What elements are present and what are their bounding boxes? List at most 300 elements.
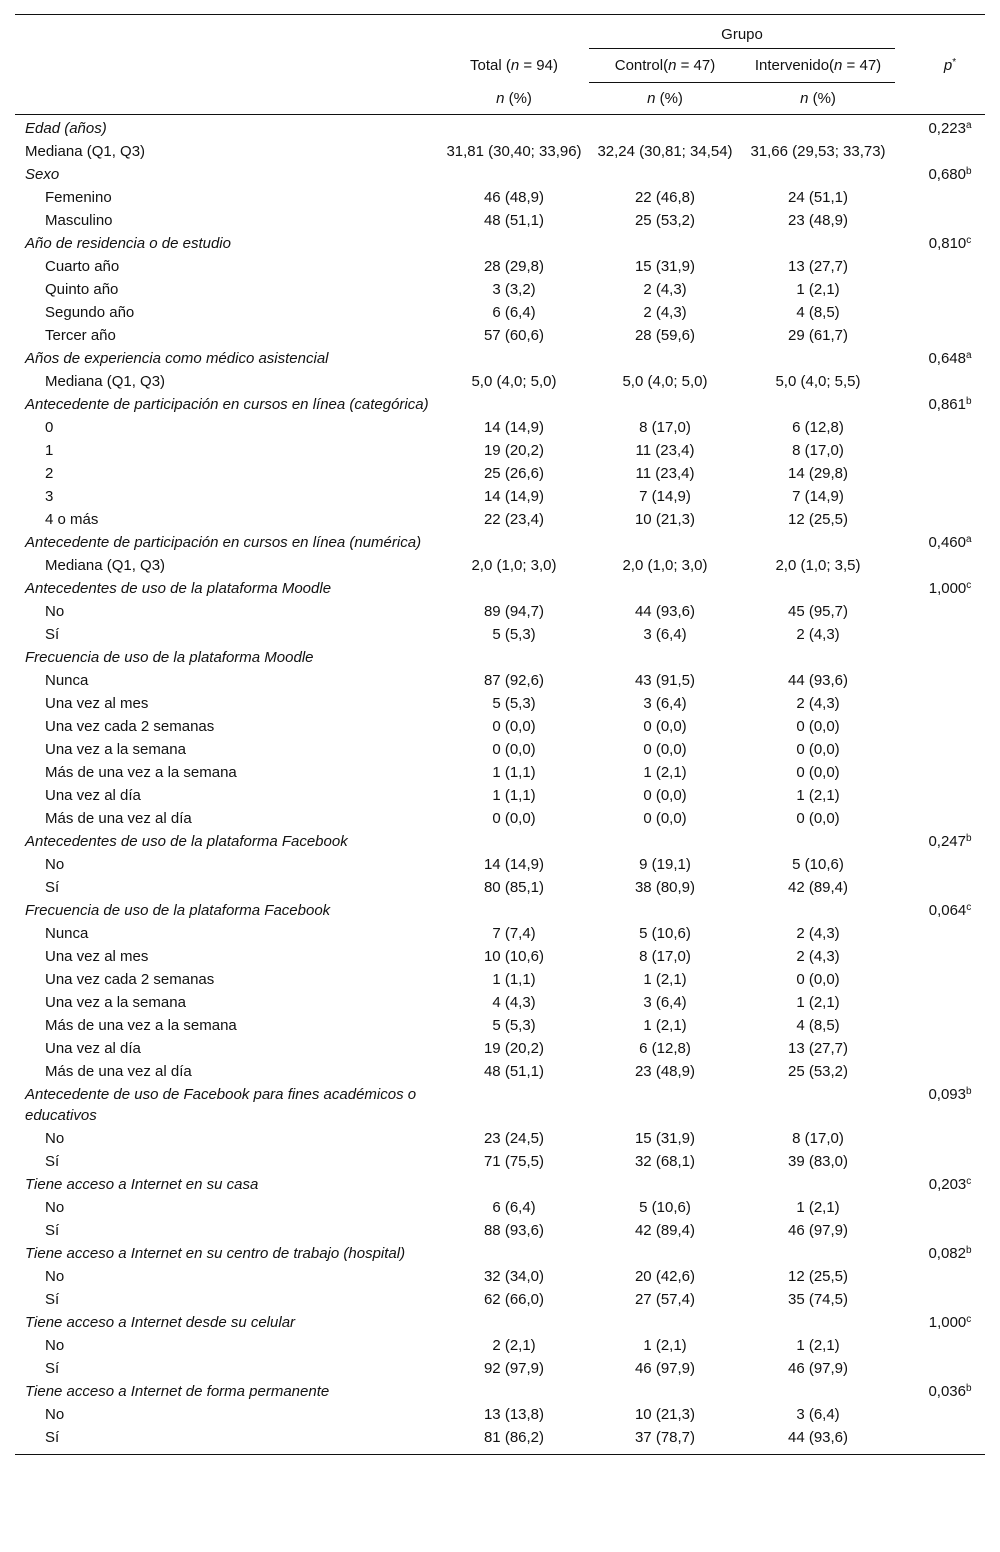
control-cell (589, 1242, 741, 1265)
p-value-cell (895, 1426, 985, 1455)
total-cell: 92 (97,9) (483, 1360, 545, 1377)
row-label: Femenino (45, 189, 112, 206)
total-cell: 1 (1,1) (492, 787, 536, 804)
p-value-cell (895, 1014, 985, 1037)
intervenido-cell: 1 (2,1) (796, 1199, 840, 1216)
total-cell: 19 (20,2) (483, 1040, 545, 1057)
row-label: Quinto año (45, 281, 119, 298)
p-value-cell (895, 301, 985, 324)
p-value-cell (895, 1380, 985, 1403)
intervenido-cell: 0 (0,0) (796, 764, 840, 781)
intervenido-cell (741, 1380, 895, 1403)
intervenido-cell: 2 (4,3) (796, 948, 840, 965)
control-cell: 6 (12,8) (639, 1040, 691, 1057)
p-value-cell (895, 600, 985, 623)
p-value-cell (895, 462, 985, 485)
control-cell: 3 (6,4) (643, 695, 687, 712)
intervenido-cell (741, 899, 895, 922)
table-row (15, 186, 985, 209)
intervenido-cell: 25 (53,2) (787, 1063, 849, 1080)
p-value: 0,460 (928, 534, 966, 551)
total-cell: 57 (60,6) (483, 327, 545, 344)
variable-header-row (15, 577, 985, 600)
table-row (15, 1014, 985, 1037)
total-cell: 14 (14,9) (483, 856, 545, 873)
table-row (15, 301, 985, 324)
p-value-footnote: c (966, 1176, 972, 1187)
control-cell (589, 1311, 741, 1334)
total-cell (439, 646, 589, 669)
p-value: 0,064 (928, 902, 967, 919)
total-cell (439, 531, 589, 554)
control-cell: 0 (0,0) (643, 810, 687, 827)
row-label: Sí (45, 626, 60, 643)
row-label: Tiene acceso a Internet desde su celular (25, 1314, 296, 1331)
control-cell (589, 347, 741, 370)
p-value-cell (895, 876, 985, 899)
p-value-cell (895, 186, 985, 209)
total-cell: 3 (3,2) (492, 281, 536, 298)
total-cell (439, 577, 589, 600)
total-cell: 6 (6,4) (492, 304, 536, 321)
row-label: Una vez al día (45, 787, 141, 804)
control-cell: 38 (80,9) (634, 879, 696, 896)
row-label: Antecedentes de uso de la plataforma Moodle (25, 580, 332, 597)
table-row (15, 1403, 985, 1426)
p-value-cell (895, 761, 985, 784)
p-value-cell (895, 1083, 985, 1127)
control-cell: 27 (57,4) (634, 1291, 696, 1308)
intervenido-cell (741, 1242, 895, 1265)
p-value-cell (895, 784, 985, 807)
total-cell: 0 (0,0) (492, 718, 536, 735)
p-value-footnote: b (966, 396, 972, 407)
p-value-cell (895, 738, 985, 761)
intervenido-cell: 8 (17,0) (792, 1130, 844, 1147)
p-value-cell (895, 715, 985, 738)
intervenido-cell: 42 (89,4) (787, 879, 849, 896)
p-value-cell (895, 1357, 985, 1380)
total-header: Total (n = 94) (470, 57, 558, 74)
table-row (15, 1265, 985, 1288)
row-label: 2 (45, 465, 54, 482)
control-cell: 0 (0,0) (643, 741, 687, 758)
table-row (15, 600, 985, 623)
p-value-footnote: a (966, 350, 972, 361)
intervenido-cell: 4 (8,5) (796, 1017, 840, 1034)
row-label: Una vez cada 2 semanas (45, 718, 215, 735)
intervenido-cell: 46 (97,9) (787, 1222, 849, 1239)
control-cell: 37 (78,7) (634, 1429, 696, 1446)
intervenido-cell: 44 (93,6) (787, 672, 849, 689)
row-label: Tiene acceso a Internet en su centro de trabajo (hospital) (25, 1245, 406, 1262)
p-value-cell (895, 830, 985, 853)
p-value-cell (895, 485, 985, 508)
control-cell: 15 (31,9) (634, 1130, 696, 1147)
variable-header-row (15, 393, 985, 416)
total-cell (439, 899, 589, 922)
intervenido-cell: 2 (4,3) (796, 695, 840, 712)
total-cell: 87 (92,6) (483, 672, 545, 689)
control-cell (589, 115, 741, 141)
row-label: No (45, 603, 65, 620)
total-cell: 10 (10,6) (483, 948, 545, 965)
row-label: Frecuencia de uso de la plataforma Facebook (25, 902, 331, 919)
intervenido-cell: 39 (83,0) (787, 1153, 849, 1170)
row-label: 3 (45, 488, 54, 505)
intervenido-cell: 5 (10,6) (792, 856, 844, 873)
control-cell: 32 (68,1) (634, 1153, 696, 1170)
p-value-footnote: b (966, 1245, 972, 1256)
p-value-cell (895, 232, 985, 255)
row-label: Una vez al mes (45, 948, 149, 965)
total-cell: 89 (94,7) (483, 603, 545, 620)
variable-header-row (15, 347, 985, 370)
intervenido-cell: 3 (6,4) (796, 1406, 840, 1423)
control-cell: 5,0 (4,0; 5,0) (622, 373, 708, 390)
table-row (15, 416, 985, 439)
table-row (15, 1037, 985, 1060)
intervenido-cell (741, 115, 895, 141)
row-label: Tercer año (45, 327, 116, 344)
p-value-cell (895, 1173, 985, 1196)
total-cell: 88 (93,6) (483, 1222, 545, 1239)
p-value-cell (895, 163, 985, 186)
total-cell: 25 (26,6) (483, 465, 545, 482)
intervenido-cell: 0 (0,0) (796, 971, 840, 988)
row-label: Mediana (Q1, Q3) (45, 373, 166, 390)
row-label: Más de una vez a la semana (45, 764, 237, 781)
total-cell (439, 830, 589, 853)
intervenido-cell (741, 646, 895, 669)
row-label: Sí (45, 1291, 60, 1308)
control-subheader: n (%) (589, 83, 741, 115)
row-label: Sí (45, 1429, 60, 1446)
control-cell: 8 (17,0) (639, 419, 691, 436)
table-row (15, 370, 985, 393)
intervenido-cell: 23 (48,9) (787, 212, 849, 229)
control-cell: 28 (59,6) (634, 327, 696, 344)
p-value-cell (895, 1060, 985, 1083)
intervenido-cell (741, 1311, 895, 1334)
intervenido-cell (741, 232, 895, 255)
control-cell: 15 (31,9) (634, 258, 696, 275)
p-value-cell (895, 115, 985, 141)
grupo-header: Grupo (721, 26, 763, 43)
p-value-cell (895, 1288, 985, 1311)
p-value: 0,861 (928, 396, 966, 413)
intervenido-cell: 2,0 (1,0; 3,5) (775, 557, 861, 574)
table-row (15, 853, 985, 876)
p-value-cell (895, 531, 985, 554)
row-label: Segundo año (45, 304, 135, 321)
table-row (15, 922, 985, 945)
total-cell: 2 (2,1) (492, 1337, 536, 1354)
p-value-cell (895, 1037, 985, 1060)
control-cell: 0 (0,0) (643, 787, 687, 804)
table-row (15, 508, 985, 531)
variable-header-row (15, 1173, 985, 1196)
intervenido-cell: 44 (93,6) (787, 1429, 849, 1446)
p-value-cell (895, 1265, 985, 1288)
table-row (15, 715, 985, 738)
intervenido-cell: 1 (2,1) (796, 994, 840, 1011)
table-row (15, 623, 985, 646)
intervenido-cell: 24 (51,1) (787, 189, 849, 206)
p-value-cell (895, 1403, 985, 1426)
intervenido-cell: 13 (27,7) (787, 1040, 849, 1057)
intervenido-subheader: n (%) (741, 83, 895, 115)
table-header (15, 15, 985, 115)
p-value: 0,247 (928, 833, 966, 850)
p-value-cell (895, 853, 985, 876)
intervenido-cell: 13 (27,7) (787, 258, 849, 275)
p-value-cell (895, 577, 985, 600)
p-value: 0,082 (928, 1245, 966, 1262)
total-cell: 62 (66,0) (483, 1291, 545, 1308)
table-row (15, 462, 985, 485)
intervenido-cell: 7 (14,9) (792, 488, 844, 505)
p-header: p* (943, 57, 957, 74)
row-label: Año de residencia o de estudio (25, 235, 231, 252)
row-label: Masculino (45, 212, 113, 229)
variable-header-row (15, 1380, 985, 1403)
total-cell: 71 (75,5) (483, 1153, 545, 1170)
p-value-cell (895, 1196, 985, 1219)
variable-header-row (15, 232, 985, 255)
intervenido-cell: 8 (17,0) (792, 442, 844, 459)
total-cell: 6 (6,4) (492, 1199, 536, 1216)
table-row (15, 876, 985, 899)
row-label: Más de una vez al día (45, 810, 192, 827)
row-label: 1 (45, 442, 54, 459)
total-cell: 0 (0,0) (492, 741, 536, 758)
table-row (15, 1196, 985, 1219)
control-cell: 23 (48,9) (634, 1063, 696, 1080)
table-row (15, 485, 985, 508)
row-label: 4 o más (45, 511, 99, 528)
p-value: 0,648 (928, 350, 966, 367)
p-value-footnote: c (966, 235, 972, 246)
control-cell (589, 577, 741, 600)
p-value-cell (895, 623, 985, 646)
total-cell (439, 163, 589, 186)
row-label: Nunca (45, 925, 89, 942)
total-cell: 19 (20,2) (483, 442, 545, 459)
row-label: No (45, 1199, 65, 1216)
table-row (15, 1426, 985, 1455)
control-cell: 44 (93,6) (634, 603, 696, 620)
row-label: Antecedente de participación en cursos en línea (categórica) (25, 396, 429, 413)
intervenido-cell: 35 (74,5) (787, 1291, 849, 1308)
row-label: No (45, 1130, 65, 1147)
variable-header-row (15, 115, 985, 141)
table-row (15, 761, 985, 784)
intervenido-cell: 14 (29,8) (787, 465, 849, 482)
total-cell: 7 (7,4) (492, 925, 536, 942)
intervenido-cell: 0 (0,0) (796, 810, 840, 827)
p-value: 1,000 (928, 580, 967, 597)
total-cell (439, 1242, 589, 1265)
p-value-footnote: a (966, 120, 972, 131)
intervenido-cell: 0 (0,0) (796, 718, 840, 735)
total-cell: 14 (14,9) (483, 488, 545, 505)
intervenido-cell (741, 830, 895, 853)
control-cell: 10 (21,3) (634, 1406, 696, 1423)
row-label: Mediana (Q1, Q3) (25, 143, 146, 160)
control-cell (589, 1380, 741, 1403)
table-row (15, 1150, 985, 1173)
row-label: Más de una vez al día (45, 1063, 192, 1080)
total-cell: 22 (23,4) (483, 511, 545, 528)
control-cell: 5 (10,6) (639, 1199, 691, 1216)
total-cell: 5 (5,3) (492, 695, 536, 712)
control-cell: 2,0 (1,0; 3,0) (622, 557, 708, 574)
control-cell: 46 (97,9) (634, 1360, 696, 1377)
table-row (15, 669, 985, 692)
row-label: Frecuencia de uso de la plataforma Moodle (25, 649, 314, 666)
row-label: Sí (45, 1360, 60, 1377)
control-cell (589, 1083, 741, 1127)
total-cell: 48 (51,1) (483, 212, 545, 229)
control-cell: 3 (6,4) (643, 994, 687, 1011)
total-cell: 81 (86,2) (483, 1429, 545, 1446)
row-label: Años de experiencia como médico asistencial (25, 350, 329, 367)
p-value-cell (895, 646, 985, 669)
table-row (15, 255, 985, 278)
variable-header-row (15, 1083, 985, 1127)
variable-header-row (15, 899, 985, 922)
control-cell: 43 (91,5) (634, 672, 696, 689)
p-value: 0,093 (928, 1086, 966, 1103)
total-subheader: n (%) (496, 89, 532, 107)
control-cell: 11 (23,4) (635, 442, 695, 459)
row-label: Una vez al día (45, 1040, 141, 1057)
intervenido-cell (741, 1173, 895, 1196)
control-cell: 10 (21,3) (634, 511, 696, 528)
total-cell: 1 (1,1) (492, 971, 536, 988)
total-cell: 5 (5,3) (492, 1017, 536, 1034)
p-value-footnote: b (966, 166, 972, 177)
variable-header-row (15, 163, 985, 186)
control-cell: 1 (2,1) (643, 971, 687, 988)
total-cell: 5 (5,3) (492, 626, 536, 643)
row-label: No (45, 1406, 65, 1423)
control-cell: 7 (14,9) (639, 488, 691, 505)
total-cell: 46 (48,9) (483, 189, 545, 206)
row-label: No (45, 1268, 65, 1285)
p-value-cell (895, 1219, 985, 1242)
table-row (15, 968, 985, 991)
intervenido-cell: 4 (8,5) (796, 304, 840, 321)
intervenido-cell: 12 (25,5) (787, 511, 849, 528)
row-label: Nunca (45, 672, 89, 689)
row-label: Mediana (Q1, Q3) (45, 557, 166, 574)
p-value-cell (895, 347, 985, 370)
variable-header-row (15, 1311, 985, 1334)
total-cell (439, 115, 589, 141)
intervenido-header: Intervenido(n = 47) (741, 49, 895, 83)
total-cell: 23 (24,5) (483, 1130, 545, 1147)
control-cell: 1 (2,1) (643, 1017, 687, 1034)
intervenido-cell (741, 577, 895, 600)
p-value-cell (895, 416, 985, 439)
total-cell: 13 (13,8) (483, 1406, 545, 1423)
total-cell: 1 (1,1) (492, 764, 536, 781)
total-cell: 2,0 (1,0; 3,0) (471, 557, 557, 574)
p-value: 0,036 (928, 1383, 966, 1400)
intervenido-cell: 2 (4,3) (796, 925, 840, 942)
row-label: No (45, 856, 65, 873)
p-value: 0,680 (928, 166, 966, 183)
control-cell: 42 (89,4) (634, 1222, 696, 1239)
table-row (15, 738, 985, 761)
intervenido-cell: 5,0 (4,0; 5,5) (775, 373, 861, 390)
intervenido-cell: 1 (2,1) (796, 1337, 840, 1354)
control-cell (589, 1173, 741, 1196)
control-cell: 2 (4,3) (643, 304, 687, 321)
p-value-footnote: c (966, 902, 972, 913)
p-value-footnote: c (966, 580, 972, 591)
p-value: 0,203 (928, 1176, 967, 1193)
p-value-cell (895, 922, 985, 945)
row-label: Edad (años) (25, 120, 107, 137)
p-value-cell (895, 991, 985, 1014)
control-cell: 0 (0,0) (643, 718, 687, 735)
table-row (15, 439, 985, 462)
control-cell (589, 393, 741, 416)
intervenido-cell: 29 (61,7) (787, 327, 849, 344)
variable-header-row (15, 531, 985, 554)
table-row (15, 945, 985, 968)
row-label: Antecedente de uso de Facebook para fines académicos o educativos (25, 1086, 417, 1124)
control-cell: 1 (2,1) (643, 764, 687, 781)
table-row (15, 807, 985, 830)
row-label: Una vez cada 2 semanas (45, 971, 215, 988)
p-value-footnote: b (966, 833, 972, 844)
control-cell: 1 (2,1) (643, 1337, 687, 1354)
control-cell (589, 830, 741, 853)
p-value-cell (895, 807, 985, 830)
control-cell: 2 (4,3) (643, 281, 687, 298)
row-label: Cuarto año (45, 258, 120, 275)
p-value-cell (895, 669, 985, 692)
p-value-footnote: b (966, 1086, 972, 1097)
p-value-cell (895, 1334, 985, 1357)
row-label: Una vez al mes (45, 695, 149, 712)
variable-header-row (15, 646, 985, 669)
p-value-cell (895, 209, 985, 232)
row-label: No (45, 1337, 65, 1354)
total-cell: 31,81 (30,40; 33,96) (446, 143, 582, 160)
row-label: Tiene acceso a Internet de forma permanente (25, 1383, 330, 1400)
p-value-cell (895, 1127, 985, 1150)
intervenido-cell: 45 (95,7) (787, 603, 849, 620)
control-cell (589, 646, 741, 669)
total-cell: 28 (29,8) (483, 258, 545, 275)
variable-header-row (15, 1242, 985, 1265)
row-label: Sí (45, 879, 60, 896)
total-cell: 5,0 (4,0; 5,0) (471, 373, 557, 390)
p-value: 1,000 (928, 1314, 967, 1331)
intervenido-cell: 1 (2,1) (796, 787, 840, 804)
p-value: 0,223 (928, 120, 966, 137)
intervenido-cell (741, 347, 895, 370)
row-label: Una vez a la semana (45, 741, 186, 758)
p-value-cell (895, 1150, 985, 1173)
total-cell (439, 393, 589, 416)
total-cell: 32 (34,0) (483, 1268, 545, 1285)
